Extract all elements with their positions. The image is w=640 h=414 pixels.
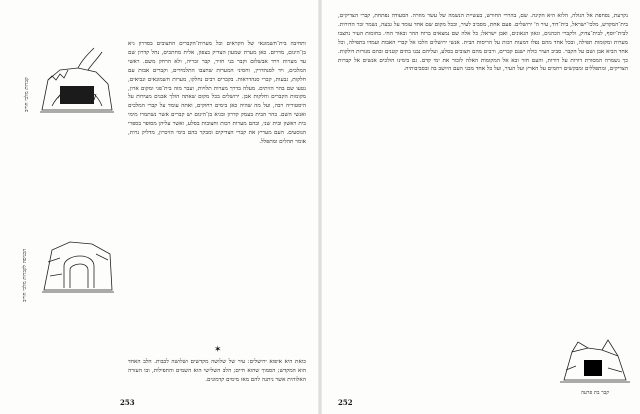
page-number-left: 253: [120, 398, 135, 407]
right-page: [320, 0, 640, 414]
caption-top: קברות מלכי חוייב: [24, 77, 30, 113]
tomb-entrance-sketch: [40, 232, 116, 298]
tomb-sketch-top: [38, 40, 116, 118]
left-second-text: כואת היא איפוא ירושלים: עיר של שלושה מקדשים ושלושה לבבות. הלב האחד הוא המקדש; הסמוך שהוא חיים; הלב השלישי הוא השמים והתפילות, ובו העזרה האלוהית אשר ניתנה להם מאז מימים קדמונים.: [128, 359, 306, 383]
caption-middle: הכניסה לקברות מלכי חוייב: [22, 248, 28, 302]
left-main-text: ותחיבה בית־חשמונאי של הקראים וכל מערות־הקברים החצובים בסדרון גיא בן־הינום, מדרום. כאן מערת שמעון הצדיק בצפון, אלית מחתכים, נחל קדרון שם עד מערות וירד אבשלום וקבר בני חזיר, קבר זכריה, ולא הרחק משם. ראשי המלכים, ויד לסנהדרין, וחסיני המערות שחצבו התלמידים, וקברים אבות עם חלקות, גבעות, קברי סנהדראות. בקברים רבים נחלקו, מערות חשמונאים ונביאים, נטעו שם בהר הזיתים. מעלה בדרך מערות תלויות, ועבר מזה בית־פגי ומקום ארון, מקומות הקברים וחלקות אבן. ירושלים בכל מקום שאתה הולך אבנים מעידות על היסטוריה רבה, ועל מה שהיה כאן בימים רחוקים, ואתה עומד על קברי המלכים ואנשי השם. בהר הבית בעמק קדרון ובגיא בן־הינום יש קברים אשר נשתמרו מימי בית ראשון ובית שני, ובהם מערות רבות וחצובות בסלע, ואשר עליהן מסופר בספרי הנוסעים. העם מעריץ את קברי הצדיקים ומבקר בהם בימי הזיכרון, מדליק נרות, אומר תהלים ומתפלל.: [128, 41, 306, 145]
section-divider-star: ✶: [214, 345, 222, 355]
pharaoh-daughter-tomb-sketch: [558, 332, 632, 388]
right-main-text: נקרעת, נסחפת אל הגולה, הלוא היא הקינה. שם, בהררי החורש, בעשיית הנשמה של עשר מוזרה. הסעודה נפתחת, קברי הצדיקים, בית־המקדש, מלכי־ישראל, בית־דוד, עיר ה' ירושלים. פעם אחת, מסביב לעיר, ובכל מקום שם אחד עומד על גבעה, נשמר זכר הדורות. לבית־יוסף, לבית־צדוק, ולקברי הכהנים, וגאון הגאונים, ואבן ישראל; כל אלה שם נמצאים ברוח ההר ובאור החי. בחומות העיר נחצבו מערות ומקומות תפילה, ובכל אחד מהם נפלו דמעות רבות על הריסות הבית. אנשי ירושלים הלכו אל קברי האבות ועמדו בתפילה, וכל אחד הביא אבן ושם על הקבר. סביב העיר כולה ישנם קברים, ורבים מהם חצובים בסלע, ועליהם נבנו בתים קטנים ובהם מנורות דולקות. כך נשמרה המסורת דורות על דורות, והעם חזר ובא אל המקומות האלה לזכור את ימי קדם. גם בימינו הולכים אנשים אל קברות הצדיקים, ומתפללים ומבקשים רחמים על הארץ ועל העיר, ועל כל אחד מבני העם היושב בה ובסביבותיה.: [338, 13, 628, 73]
page-number-right: 252: [338, 398, 353, 407]
caption-bottom: קבר בת פרעה: [581, 390, 609, 396]
